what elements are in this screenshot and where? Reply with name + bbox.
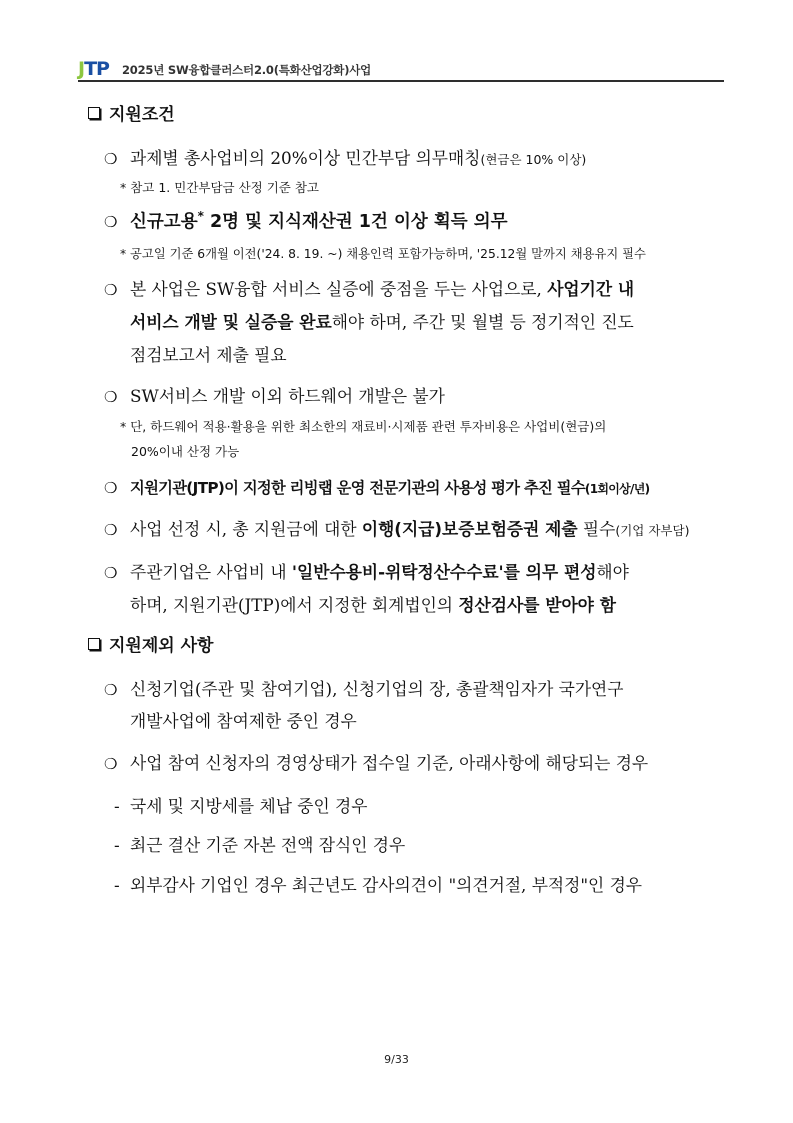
condition-text-bold: 지원기관(JTP)이 지정한 리빙랩 운영 전문기관의 사용성 평가 추진 필수 [130,479,585,497]
exclusion-text: 사업 참여 신청자의 경영상태가 접수일 기준, 아래사항에 해당되는 경우 [130,753,649,773]
circle-bullet-icon: ❍ [104,681,118,699]
condition-item-2 [104,208,508,233]
circle-bullet-icon: ❍ [104,388,118,406]
exclusion-subitem-3 [114,872,642,896]
condition-item-3-cont [130,309,634,333]
condition-text-bold: 사업기간 내 [547,279,635,299]
jtp-logo [78,58,109,80]
condition-item-7-cont [130,592,616,616]
square-bullet-icon [88,638,100,650]
exclusion-item-2 [104,750,648,774]
condition-note: * 참고 1. 민간부담금 산정 기준 참고 [120,180,319,195]
condition-text: 사업 선정 시, 총 지원금에 대한 [130,519,362,539]
circle-bullet-icon: ❍ [104,479,117,497]
condition-item-4 [104,383,445,407]
circle-bullet-icon: ❍ [104,755,118,773]
condition-note: 20%이내 산정 가능 [131,444,240,459]
exclusion-item-1 [104,676,623,700]
condition-text-bold: 정산검사를 받아야 함 [458,595,616,615]
condition-note-inline: (1회이상/년) [584,482,650,496]
condition-text-bold: '일반수용비-위탁정산수수료'를 의무 편성 [291,562,597,582]
dash-bullet: - [114,835,120,855]
condition-note-inline: (기업 자부담) [615,523,690,538]
condition-item-6 [104,516,689,540]
section-title: 지원제외 사항 [109,636,214,656]
condition-item-5 [104,476,649,498]
circle-bullet-icon: ❍ [104,213,118,231]
condition-text: 해야 하며, 주간 및 월별 등 정기적인 진도 [331,312,634,332]
condition-text: 주관기업은 사업비 내 [130,562,292,582]
condition-text: 필수 [577,519,616,539]
condition-text: 해야 [596,562,629,582]
exclusion-subtext: 외부감사 기업인 경우 최근년도 감사의견이 "의견거절, 부적정"인 경우 [130,875,643,895]
condition-note: * 단, 하드웨어 적용·활용을 위한 최소한의 재료비·시제품 관련 투자비용은 사업비(현금)의 [120,419,607,434]
condition-text: SW서비스 개발 이외 하드웨어 개발은 불가 [130,386,445,406]
exclusion-subitem-2 [114,832,405,856]
dash-bullet: - [114,875,120,895]
page-header [78,57,724,81]
header-title: 2025년 SW융합클러스터2.0(특화산업강화)사업 [122,63,372,77]
circle-bullet-icon: ❍ [104,281,118,299]
circle-bullet-icon: ❍ [104,521,118,539]
section-title: 지원조건 [109,105,175,125]
circle-bullet-icon: ❍ [104,564,118,582]
exclusion-item-1-cont: 개발사업에 참여제한 중인 경우 [130,711,357,731]
exclusion-subtext: 최근 결산 기준 자본 전액 잠식인 경우 [130,835,406,855]
condition-text: 과제별 총사업비의 20%이상 민간부담 의무매칭 [130,148,481,168]
condition-text: 하며, 지원기관(JTP)에서 지정한 회계법인의 [130,595,459,615]
circle-bullet-icon: ❍ [104,150,118,168]
condition-note-inline: (현금은 10% 이상) [480,152,587,167]
exclusion-subitem-1 [114,793,367,817]
condition-item-3 [104,276,634,300]
condition-item-3-cont: 점검보고서 제출 필요 [130,345,287,365]
condition-text: 본 사업은 SW융합 서비스 실증에 중점을 두는 사업으로, [130,279,548,299]
square-bullet-icon [88,107,100,119]
condition-note: * 공고일 기준 6개월 이전('24. 8. 19. ~) 채용인력 포함가능하며, '25.12월 말까지 채용유지 필수 [120,247,646,261]
footnote-marker: * [197,209,204,224]
logo-letter-j: J [78,58,85,80]
condition-item-7 [104,559,629,583]
condition-text-bold: 2명 및 지식재산권 1건 이상 획득 의무 [203,212,508,232]
exclusion-subtext: 국세 및 지방세를 체납 중인 경우 [130,796,368,816]
section-heading-exclusions [88,631,213,656]
condition-item-1 [104,145,586,169]
header-rule [78,80,724,82]
page-number: 9/33 [384,1053,409,1066]
section-heading-support-conditions [88,100,175,125]
condition-text-bold: 서비스 개발 및 실증을 완료 [130,312,332,332]
condition-text-bold: 이행(지급)보증보험증권 제출 [361,519,578,539]
dash-bullet: - [114,796,120,816]
condition-text-bold: 신규고용 [130,212,198,232]
exclusion-text: 신청기업(주관 및 참여기업), 신청기업의 장, 총괄책임자가 국가연구 [130,679,624,699]
logo-letters-tp: TP [84,58,109,80]
